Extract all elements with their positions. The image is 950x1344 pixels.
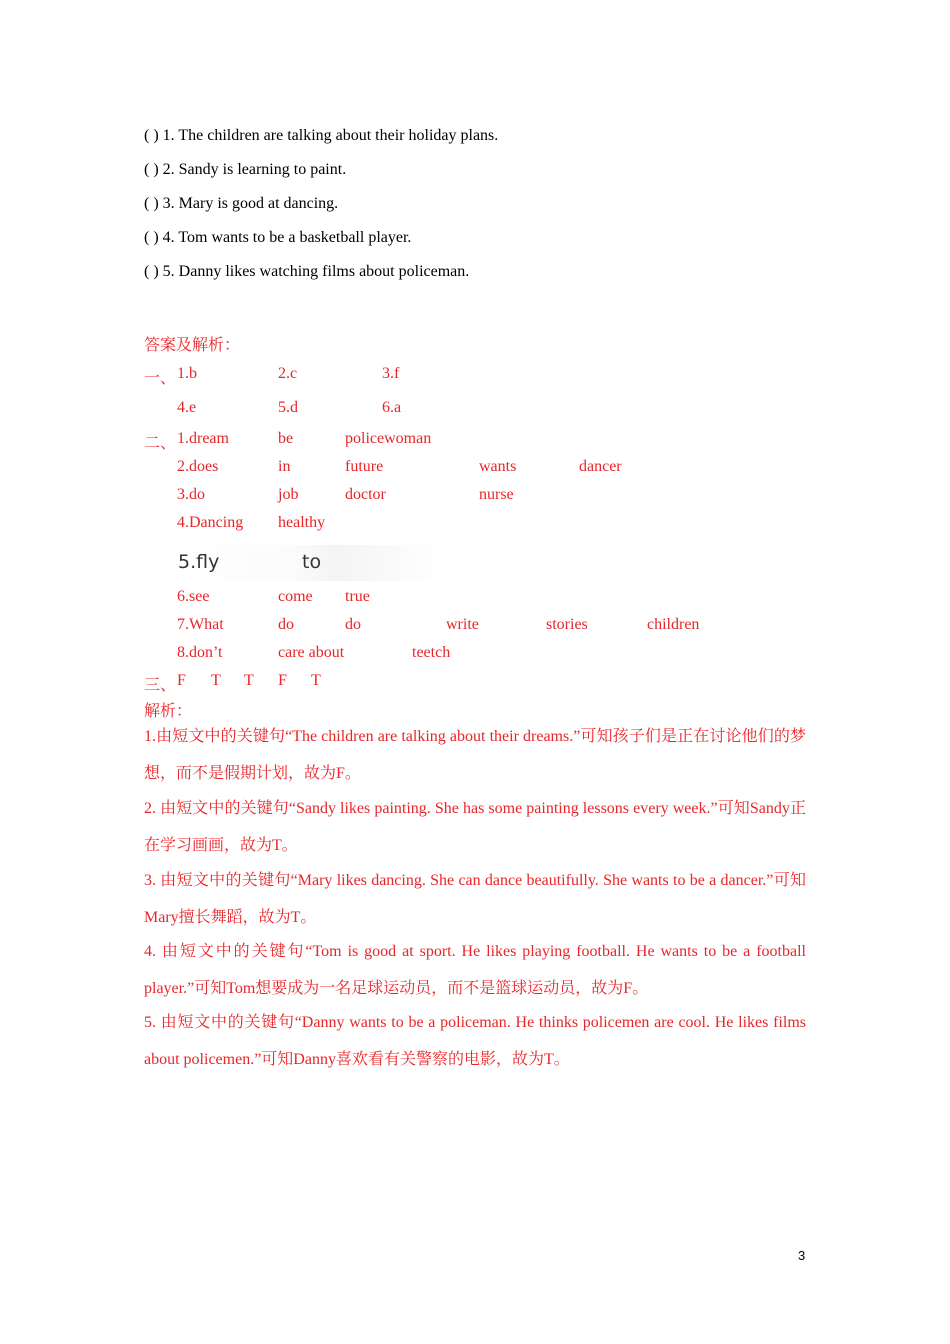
explanation-2: 2. 由短文中的关键句“Sandy likes painting. She has some painting lessons every week.”可知Sandy正在学习画画，故为T。: [144, 800, 806, 854]
answer-word: be: [278, 430, 294, 447]
question-2: ( ) 2. Sandy is learning to paint.: [144, 161, 347, 178]
answer-word: 5.fly: [178, 551, 220, 573]
question-5: ( ) 5. Danny likes watching films about policeman.: [144, 263, 470, 280]
explanation-heading: 解析：: [144, 703, 193, 720]
answer-cell: 1.b: [177, 365, 197, 382]
answer-letter: F: [278, 672, 287, 689]
answer-word: nurse: [479, 486, 514, 503]
answer-word: 6.see: [177, 588, 210, 605]
answer-word: stories: [546, 616, 588, 633]
answer-word: future: [345, 458, 384, 475]
answer-cell: 3.f: [382, 365, 400, 382]
answer-word: children: [647, 616, 700, 633]
part1-label: 一、: [144, 370, 177, 387]
explanation-5: 5. 由短文中的关键句“Danny wants to be a policeman. He thinks policemen are cool. He likes films about policemen.”可知Danny喜欢看有关警察的电影，故为T。: [144, 1014, 806, 1068]
explanation-3: 3. 由短文中的关键句“Mary likes dancing. She can dance beautifully. She wants to be a dancer.”可知Mary擅长舞蹈，故为T。: [144, 872, 806, 926]
answer-cell: 5.d: [278, 399, 298, 416]
answer-word: dancer: [579, 458, 622, 475]
answer-letter: T: [311, 672, 321, 689]
answer-cell: 4.e: [177, 399, 197, 416]
question-1: ( ) 1. The children are talking about their holiday plans.: [144, 127, 499, 144]
question-4: ( ) 4. Tom wants to be a basketball player.: [144, 229, 412, 246]
question-3: ( ) 3. Mary is good at dancing.: [144, 195, 339, 212]
answer-word: come: [278, 588, 313, 605]
answer-word: wants: [479, 458, 517, 475]
explanation-4: 4. 由短文中的关键句“Tom is good at sport. He likes playing football. He wants to be a football player.”可知Tom想要成为一名足球运动员，而不是篮球运动员，故为F。: [144, 943, 806, 997]
answer-word: do: [345, 616, 361, 633]
part2-label: 二、: [144, 435, 177, 452]
explanation-1: 1.由短文中的关键句“The children are talking about their dreams.”可知孩子们是正在讨论他们的梦想，而不是假期计划，故为F。: [144, 728, 806, 782]
answer-letter: F: [177, 672, 186, 689]
answer-letter: T: [244, 672, 254, 689]
answer-word: doctor: [345, 486, 386, 503]
answer-word: true: [345, 588, 370, 605]
answer-word: 2.does: [177, 458, 219, 475]
answer-word: policewoman: [345, 430, 432, 447]
answer-word: in: [278, 458, 291, 475]
answer-cell: 6.a: [382, 399, 402, 416]
answer-letter: T: [211, 672, 221, 689]
part3-label: 三、: [144, 677, 177, 694]
answer-word: 1.dream: [177, 430, 229, 447]
answer-word: care about: [278, 644, 345, 661]
answer-word: healthy: [278, 514, 326, 531]
answers-heading: 答案及解析：: [144, 337, 241, 354]
embedded-image-answer: [172, 545, 444, 581]
answer-word: job: [278, 486, 299, 503]
page-number: 3: [798, 1248, 806, 1263]
answer-word: write: [446, 616, 479, 633]
answer-word: teetch: [412, 644, 451, 661]
answer-word: do: [278, 616, 294, 633]
answer-cell: 2.c: [278, 365, 298, 382]
answer-word: 8.don’t: [177, 644, 223, 661]
answer-word: 4.Dancing: [177, 514, 244, 531]
answer-word: to: [302, 551, 322, 573]
answer-word: 3.do: [177, 486, 205, 503]
answer-word: 7.What: [177, 616, 224, 633]
